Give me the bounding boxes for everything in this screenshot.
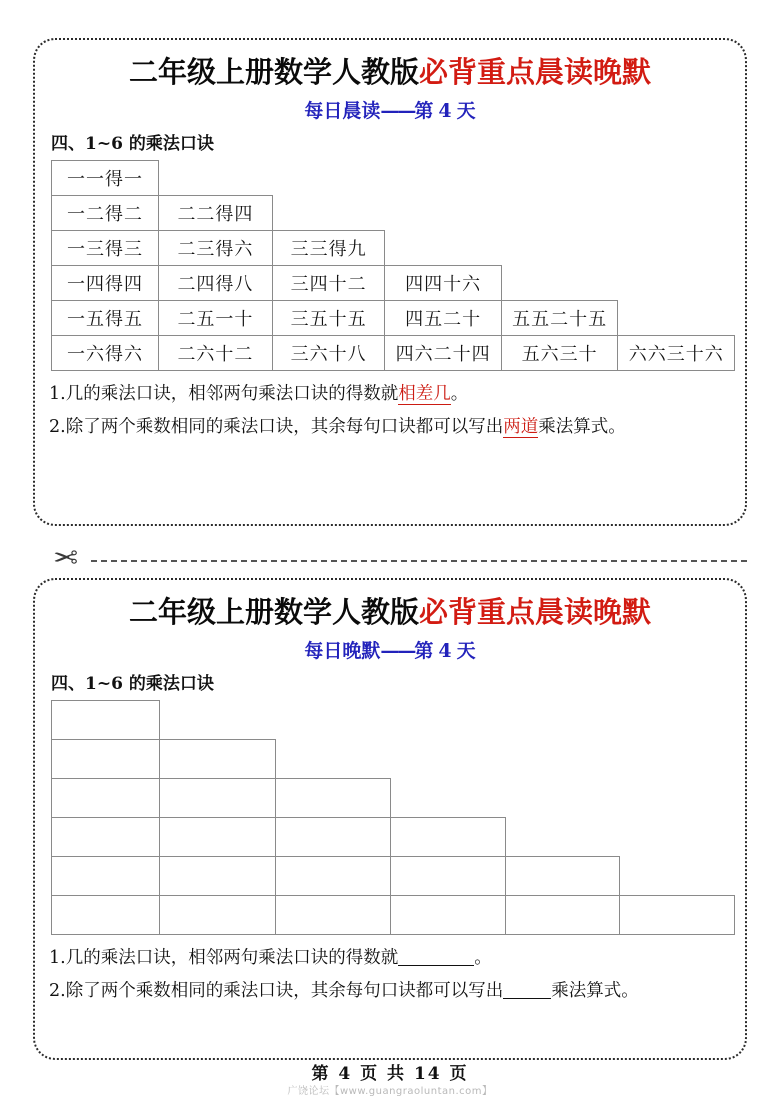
morning-subtitle-di: 第 [414,100,434,122]
table-cell: 一一得一 [52,161,159,196]
evening-day-number: 4 [438,640,452,662]
morning-note-2-answer: 两道 [503,417,539,437]
table-cell-input[interactable] [52,896,160,935]
table-cell: 六六三十六 [618,336,735,371]
morning-reading-card [33,38,747,526]
evening-subtitle-di: 第 [414,640,434,662]
morning-day-number: 4 [438,100,452,122]
table-cell-empty [391,740,506,779]
morning-note-2-text: 2.除了两个乘数相同的乘法口诀，其余每句口诀都可以写出 [49,417,504,437]
morning-subtitle [45,96,735,126]
table-cell-empty [276,701,391,740]
table-cell-empty [391,701,506,740]
table-cell-empty [620,818,735,857]
table-cell-empty [618,196,735,231]
morning-note-1-answer: 相差几 [398,384,451,404]
evening-note-1 [49,943,733,974]
table-cell-empty [620,740,735,779]
table-cell: 二六十二 [158,336,272,371]
table-row [52,701,735,740]
evening-note-1-suffix: 。 [474,948,492,968]
table-cell-empty [505,779,620,818]
evening-multiplication-table[interactable] [51,700,735,935]
table-cell-empty [620,857,735,896]
table-cell-empty [158,161,272,196]
table-cell-input[interactable] [52,857,160,896]
table-cell-empty [272,161,384,196]
evening-note-2-blank[interactable] [503,998,551,999]
table-cell-input[interactable] [52,779,160,818]
table-row [52,231,735,266]
table-cell-input[interactable] [505,857,620,896]
table-cell: 五六三十 [501,336,618,371]
table-cell-input[interactable] [391,818,506,857]
evening-note-1-text: 1.几的乘法口诀，相邻两句乘法口诀的得数就 [49,948,399,968]
table-cell: 一五得五 [52,301,159,336]
page-title-black: 二年级上册数学人教版 [128,55,419,89]
table-cell-empty [505,818,620,857]
table-cell-input[interactable] [52,701,160,740]
table-cell: 五五二十五 [501,301,618,336]
table-cell-input[interactable] [276,779,391,818]
table-cell-input[interactable] [159,740,276,779]
table-cell-input[interactable] [159,818,276,857]
table-cell-empty [618,231,735,266]
cut-divider [33,541,747,576]
table-cell-empty [618,266,735,301]
page-title [45,50,735,94]
table-row [52,266,735,301]
page-title-evening [45,590,735,634]
table-cell: 四五二十 [385,301,502,336]
evening-subtitle-dash: —— [380,640,415,662]
morning-note-2-suffix: 乘法算式。 [538,417,626,437]
table-cell-input[interactable] [159,896,276,935]
evening-note-1-blank[interactable] [398,965,474,966]
table-cell-input[interactable] [159,857,276,896]
morning-section-heading: 四、1~6 的乘法口诀 [51,134,214,154]
table-row [52,896,735,935]
evening-dictation-card [33,578,747,1060]
table-cell-empty [620,779,735,818]
morning-note-1 [49,379,733,410]
table-cell-empty [618,301,735,336]
table-cell: 一三得三 [52,231,159,266]
evening-note-2 [49,976,733,1007]
table-cell-input[interactable] [276,857,391,896]
table-cell-empty [618,161,735,196]
morning-subtitle-label: 每日晨读 [304,100,381,122]
table-cell: 二二得四 [158,196,272,231]
table-cell-input[interactable] [505,896,620,935]
table-cell: 一四得四 [52,266,159,301]
table-cell-empty [620,701,735,740]
watermark: 广饶论坛【www.guangraoluntan.com】 [287,1086,493,1097]
scissors-icon: ✂ [53,541,79,576]
table-row [52,301,735,336]
page-title-red: 必背重点晨读晚默 [419,55,652,89]
morning-subtitle-tian: 天 [456,100,476,122]
page-title-black-evening: 二年级上册数学人教版 [128,595,419,629]
table-cell-input[interactable] [52,818,160,857]
cut-dashed-line [91,560,747,562]
table-cell-empty [501,161,618,196]
table-cell-input[interactable] [276,818,391,857]
table-cell-empty [501,231,618,266]
table-row [52,857,735,896]
table-cell-empty [272,196,384,231]
table-cell: 三五十五 [272,301,384,336]
table-row [52,818,735,857]
table-cell-empty [391,779,506,818]
table-cell-empty [505,701,620,740]
table-cell-empty [159,701,276,740]
table-cell-empty [385,161,502,196]
table-cell: 三四十二 [272,266,384,301]
table-cell-empty [385,231,502,266]
evening-subtitle [45,636,735,666]
evening-subtitle-label: 每日晚默 [304,640,381,662]
morning-note-1-text: 1.几的乘法口诀，相邻两句乘法口诀的得数就 [49,384,399,404]
table-cell: 四四十六 [385,266,502,301]
table-cell-empty [501,196,618,231]
table-row [52,336,735,371]
table-cell-input[interactable] [276,896,391,935]
table-cell-input[interactable] [620,896,735,935]
table-row [52,161,735,196]
evening-note-2-suffix: 乘法算式。 [551,981,639,1001]
table-cell-empty [385,196,502,231]
table-row [52,740,735,779]
page-number: 第 4 页 共 14 页 [311,1064,469,1084]
table-cell: 一六得六 [52,336,159,371]
table-cell-input[interactable] [391,896,506,935]
table-row [52,779,735,818]
table-cell: 二四得八 [158,266,272,301]
table-cell-input[interactable] [391,857,506,896]
morning-note-1-suffix: 。 [450,384,469,404]
evening-section-heading: 四、1~6 的乘法口诀 [51,674,214,694]
table-cell-empty [501,266,618,301]
evening-notes [49,943,733,1007]
morning-note-2 [49,412,733,443]
page-footer [0,1063,780,1099]
evening-subtitle-tian: 天 [456,640,476,662]
table-cell-empty [276,740,391,779]
morning-subtitle-dash: —— [380,100,415,122]
table-cell-input[interactable] [159,779,276,818]
table-cell: 四六二十四 [385,336,502,371]
table-cell-input[interactable] [52,740,160,779]
table-cell-empty [505,740,620,779]
table-cell: 二五一十 [158,301,272,336]
table-cell: 一二得二 [52,196,159,231]
morning-multiplication-table [51,160,735,371]
page-title-red-evening: 必背重点晨读晚默 [419,595,652,629]
evening-note-2-text: 2.除了两个乘数相同的乘法口诀，其余每句口诀都可以写出 [49,981,504,1001]
table-cell: 三六十八 [272,336,384,371]
table-row [52,196,735,231]
table-cell: 三三得九 [272,231,384,266]
table-cell: 二三得六 [158,231,272,266]
morning-notes [49,379,733,443]
